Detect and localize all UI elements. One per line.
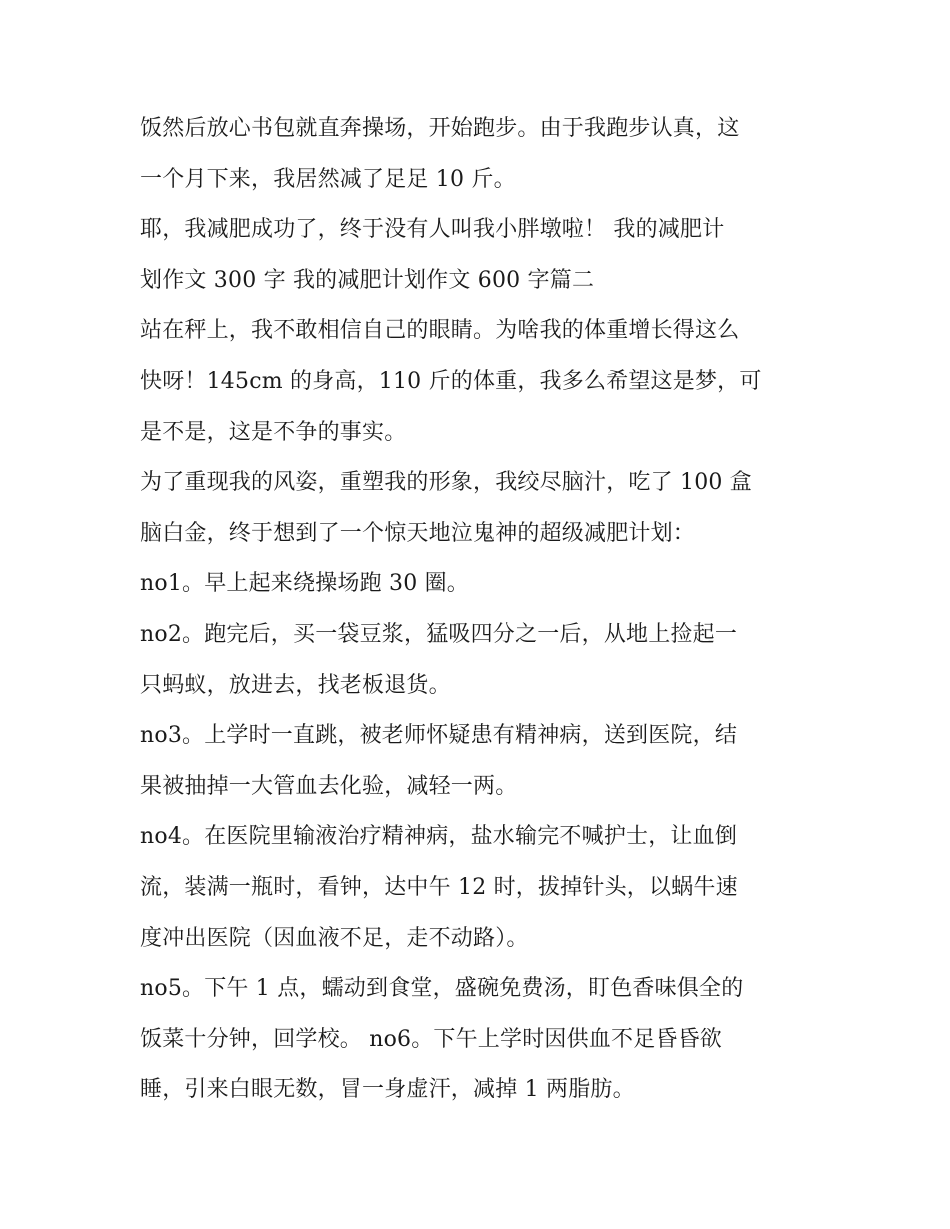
text-line: 是不是，这是不争的事实。 xyxy=(140,419,407,445)
text-line: 为了重现我的风姿，重塑我的形象，我绞尽脑汁，吃了 100 盒 xyxy=(140,470,752,496)
text-line: 饭菜十分钟，回学校。 no6。下午上学时因供血不足昏昏欲 xyxy=(140,1026,723,1052)
text-line: 耶，我减肥成功了，终于没有人叫我小胖墩啦！ 我的减肥计 xyxy=(140,217,725,243)
text-line: 度冲出医院（因血液不足，走不动路）。 xyxy=(140,925,529,951)
text-line: 快呀！145cm 的身高，110 斤的体重，我多么希望这是梦，可 xyxy=(140,368,762,394)
text-line: no4。在医院里输液治疗精神病，盐水输完不喊护士，让血倒 xyxy=(140,824,738,850)
text-line: 流，装满一瓶时，看钟，达中午 12 时，拔掉针头，以蜗牛速 xyxy=(140,874,738,900)
text-line: 站在秤上，我不敢相信自己的眼睛。为啥我的体重增长得这么 xyxy=(140,318,740,344)
text-line: no5。下午 1 点，蠕动到食堂，盛碗免费汤，盯色香味俱全的 xyxy=(140,976,744,1002)
text-line: 脑白金，终于想到了一个惊天地泣鬼神的超级减肥计划： xyxy=(140,520,696,546)
text-line: 睡，引来白眼无数，冒一身虚汗，减掉 1 两脂肪。 xyxy=(140,1077,635,1103)
text-line: 一个月下来，我居然减了足足 10 斤。 xyxy=(140,166,516,192)
text-line: 饭然后放心书包就直奔操场，开始跑步。由于我跑步认真，这 xyxy=(140,116,740,141)
text-line: 果被抽掉一大管血去化验，减轻一两。 xyxy=(140,773,518,799)
text-line: no2。跑完后，买一袋豆浆，猛吸四分之一后，从地上捡起一 xyxy=(140,621,738,647)
text-line: no1。早上起来绕操场跑 30 圈。 xyxy=(140,571,469,597)
text-line: no3。上学时一直跳，被老师怀疑患有精神病，送到医院，结 xyxy=(140,723,738,749)
text-line: 划作文 300 字 我的减肥计划作文 600 字篇二 xyxy=(140,267,595,293)
text-line: 只蚂蚁，放进去，找老板退货。 xyxy=(140,672,451,698)
document-body xyxy=(140,104,830,1116)
